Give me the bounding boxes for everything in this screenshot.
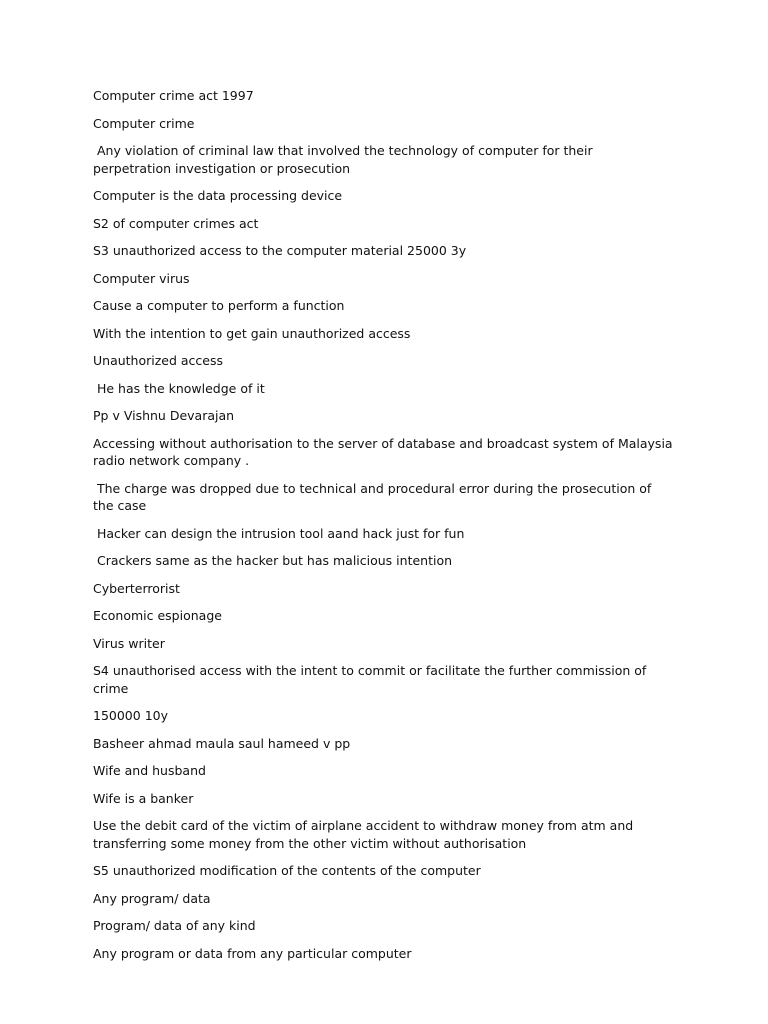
- paragraph: He has the knowledge of it: [93, 380, 265, 396]
- paragraph: 150000 10y: [93, 708, 168, 723]
- paragraph: With the intention to get gain unauthorized access: [93, 325, 411, 341]
- paragraph: S4 unauthorised access with the intent to commit or facilitate the further commission of crime: [93, 663, 651, 696]
- paragraph: Use the debit card of the victim of airplane accident to withdraw money from atm and transferring some money from the other victim without authorisation: [93, 818, 638, 851]
- paragraph: Crackers same as the hacker but has malicious intention: [93, 553, 453, 568]
- paragraph: The charge was dropped due to technical and procedural error during the prosecution of the case: [93, 480, 656, 513]
- paragraph: Cyberterrorist: [93, 580, 180, 596]
- paragraph: Economic espionage: [93, 608, 222, 623]
- paragraph: Computer is the data processing device: [93, 188, 343, 203]
- paragraph: S3 unauthorized access to the computer material 25000 3y: [93, 243, 467, 258]
- document-body: [93, 87, 677, 972]
- paragraph: Wife and husband: [93, 763, 206, 778]
- paragraph: Computer crime act 1997: [93, 88, 254, 103]
- paragraph: Hacker can design the intrusion tool aand hack just for fun: [93, 525, 465, 541]
- paragraph: Virus writer: [93, 635, 165, 651]
- paragraph: Unauthorized access: [93, 353, 224, 368]
- paragraph: Any program or data from any particular computer: [93, 945, 412, 961]
- paragraph: Pp v Vishnu Devarajan: [93, 408, 235, 423]
- paragraph: S5 unauthorized modification of the contents of the computer: [93, 863, 481, 878]
- paragraph: Cause a computer to perform a function: [93, 298, 345, 313]
- paragraph: Wife is a banker: [93, 790, 194, 806]
- paragraph: Computer virus: [93, 270, 190, 286]
- paragraph: Accessing without authorisation to the server of database and broadcast system of Malaysia radio network company .: [93, 435, 677, 468]
- paragraph: Computer crime: [93, 115, 195, 131]
- paragraph: Any program/ data: [93, 890, 211, 906]
- paragraph: S2 of computer crimes act: [93, 215, 259, 231]
- paragraph: Any violation of criminal law that involved the technology of computer for their perpetration investigation or prosecution: [93, 143, 597, 176]
- paragraph: Program/ data of any kind: [93, 918, 256, 933]
- paragraph: Basheer ahmad maula saul hameed v pp: [93, 735, 351, 751]
